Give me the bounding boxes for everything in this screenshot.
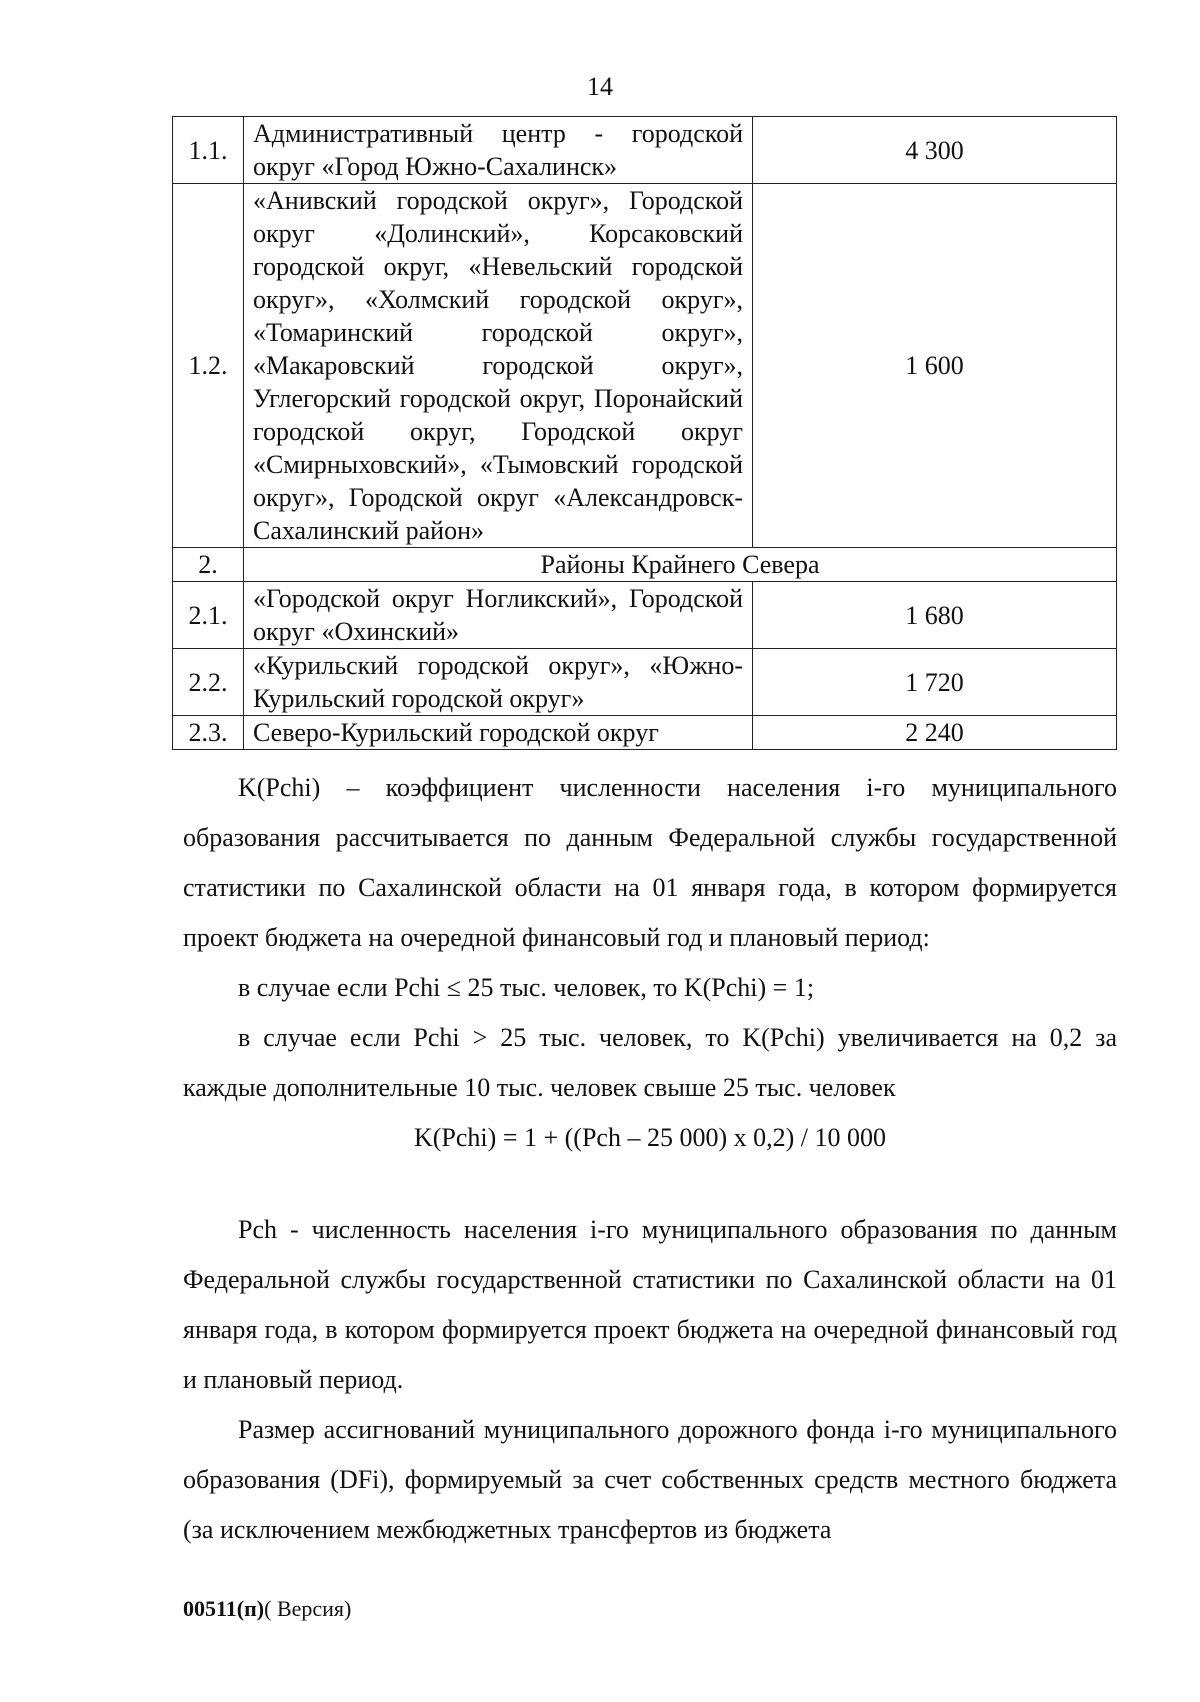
document-version: ( Версия): [264, 1596, 352, 1621]
table-row: [173, 548, 1117, 582]
row-number: 2.: [173, 548, 244, 582]
section-heading: Районы Крайнего Севера: [244, 548, 1117, 582]
document-footer: [183, 1596, 351, 1622]
body-text-upper: [183, 763, 1117, 1163]
row-number: 1.2.: [173, 184, 244, 548]
district-name: «Анивский городской округ», Городской округ «Долинский», Корсаковский городской округ, «Невельский городской округ», «Холмский городской округ», «Томаринский городской округ», «Макаровский городской округ», Углегорский городской округ, Поронайский городской округ, Городской округ «Смирныховский», «Тымовский городской округ», Городской округ «Александровск-Сахалинский район»: [244, 184, 753, 548]
body-text-lower: [183, 1205, 1117, 1555]
row-number: 2.2.: [173, 649, 244, 716]
formula: K(Pchi) = 1 + ((Pch – 25 000) x 0,2) / 10 000: [414, 1123, 886, 1152]
district-name: «Курильский городской округ», «Южно-Курильский городской округ»: [244, 649, 753, 716]
row-number: 2.1.: [173, 582, 244, 649]
row-number: 2.3.: [173, 716, 244, 750]
district-name: Административный центр - городской округ «Город Южно-Сахалинск»: [244, 117, 753, 184]
paragraph-coefficient-definition: K(Pchi) – коэффициент численности населения i-го муниципального образования рассчитывается по данным Федеральной службы государственной статистики по Сахалинской области на 01 января года, в котором формируется проект бюджета на очередной финансовый год и плановый период:: [183, 773, 1117, 952]
paragraph-road-fund: Размер ассигнований муниципального дорожного фонда i-го муниципального образования (DFi), формируемый за счет собственных средств местного бюджета (за исключением межбюджетных трансфертов из бюджета: [183, 1415, 1117, 1544]
row-value: 4 300: [753, 117, 1117, 184]
row-value: 1 600: [753, 184, 1117, 548]
row-value: 1 680: [753, 582, 1117, 649]
paragraph-case-le-25: в случае если Pchi ≤ 25 тыс. человек, то K(Pchi) = 1;: [238, 973, 815, 1002]
district-name: Северо-Курильский городской округ: [244, 716, 753, 750]
table-row: [173, 184, 1117, 548]
page-number: 14: [587, 72, 613, 101]
document-code: 00511(п): [183, 1596, 265, 1621]
table-row: [173, 716, 1117, 750]
paragraph-case-gt-25: в случае если Pchi > 25 тыс. человек, то K(Pchi) увеличивается на 0,2 за каждые дополнительные 10 тыс. человек свыше 25 тыс. человек: [183, 1023, 1117, 1102]
districts-table: [172, 116, 1117, 750]
table-row: [173, 117, 1117, 184]
row-value: 1 720: [753, 649, 1117, 716]
table-row: [173, 649, 1117, 716]
paragraph-pch-definition: Pch - численность населения i-го муниципального образования по данным Федеральной службы государственной статистики по Сахалинской области на 01 января года, в котором формируется проект бюджета на очередной финансовый год и плановый период.: [183, 1215, 1117, 1394]
row-number: 1.1.: [173, 117, 244, 184]
table-row: [173, 582, 1117, 649]
district-name: «Городской округ Ногликский», Городской округ «Охинский»: [244, 582, 753, 649]
row-value: 2 240: [753, 716, 1117, 750]
